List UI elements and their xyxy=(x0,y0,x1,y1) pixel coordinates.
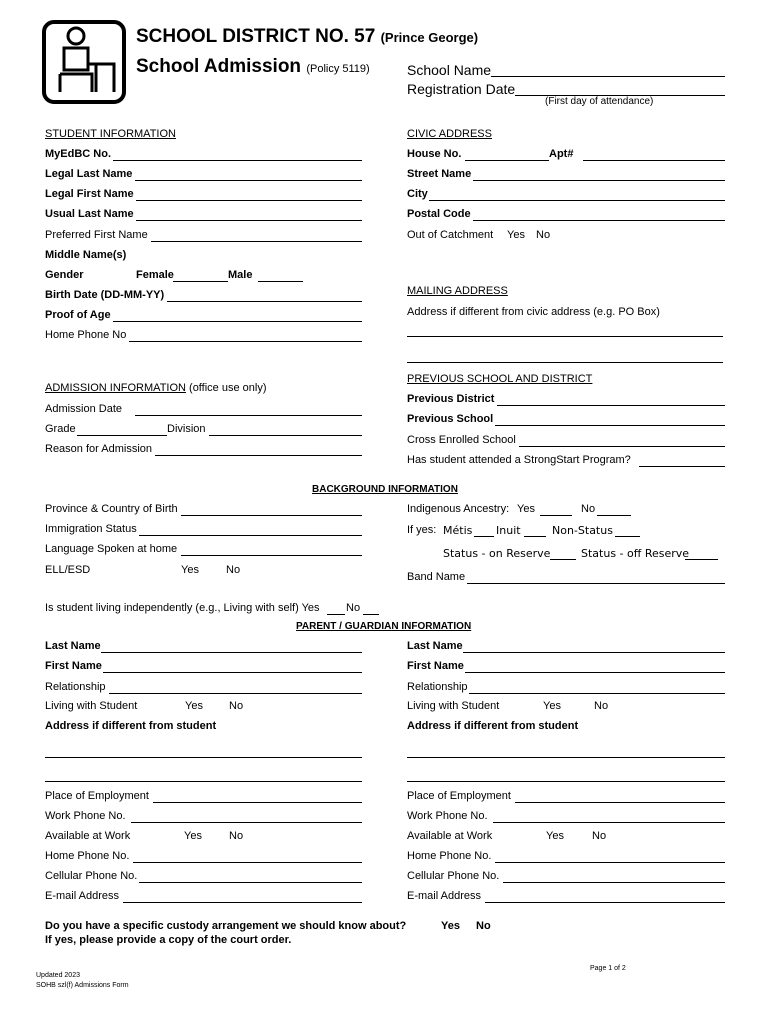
usual-last-name-field[interactable]: Usual Last Name xyxy=(45,208,362,222)
indigenous-yes[interactable]: Yes xyxy=(517,503,535,515)
form-title: School Admission (Policy 5119) xyxy=(136,56,370,77)
legal-last-name-field[interactable]: Legal Last Name xyxy=(45,168,362,182)
form-code: SOHB szl(f) Admissions Form xyxy=(36,982,129,989)
parent1-living-with-field[interactable]: Living with Student Yes No xyxy=(45,700,244,712)
parent2-first-name-field[interactable]: First Name xyxy=(407,660,725,674)
off-reserve-option[interactable]: Status - off Reserve xyxy=(581,547,690,560)
house-number-field[interactable]: House No. Apt# xyxy=(407,148,725,162)
reason-for-admission-field[interactable]: Reason for Admission xyxy=(45,443,362,457)
parent1-available-no[interactable]: No xyxy=(229,830,244,842)
parent2-address-label: Address if different from student xyxy=(407,720,579,732)
catchment-yes[interactable]: Yes xyxy=(507,229,525,241)
city-field[interactable]: City xyxy=(407,188,725,202)
parent1-last-name-field[interactable]: Last Name xyxy=(45,640,362,654)
parent2-home-phone-field[interactable]: Home Phone No. xyxy=(407,850,725,864)
reserve-status-field[interactable] xyxy=(407,547,725,561)
parent1-home-phone-field[interactable]: Home Phone No. xyxy=(45,850,362,864)
postal-code-field[interactable]: Postal Code xyxy=(407,208,725,222)
parent2-living-yes[interactable]: Yes xyxy=(543,700,561,712)
admission-section-title: ADMISSION INFORMATION (office use only) xyxy=(45,382,267,394)
mailing-address-line-2[interactable] xyxy=(407,362,723,363)
custody-note: If yes, please provide a copy of the court order. xyxy=(45,934,292,946)
parent1-first-name-field[interactable]: First Name xyxy=(45,660,362,674)
living-independently-field[interactable]: Is student living independently (e.g., Living with self) Yes No xyxy=(45,602,385,616)
ell-esd-field[interactable]: ELL/ESD Yes No xyxy=(45,564,241,576)
non-status-option[interactable]: Non-Status xyxy=(552,524,613,537)
district-title: SCHOOL DISTRICT NO. 57 (Prince George) xyxy=(136,26,479,47)
metis-option[interactable]: Métis xyxy=(443,524,473,537)
indigenous-ancestry-field[interactable]: Indigenous Ancestry: Yes No xyxy=(407,503,725,517)
parent2-address-line-1[interactable] xyxy=(407,757,725,758)
custody-no[interactable]: No xyxy=(476,920,491,932)
parent2-available-yes[interactable]: Yes xyxy=(546,830,564,842)
background-section-title: BACKGROUND INFORMATION xyxy=(312,484,458,495)
street-name-field[interactable]: Street Name xyxy=(407,168,725,182)
strongstart-field[interactable]: Has student attended a StrongStart Program? xyxy=(407,454,725,468)
immigration-status-field[interactable]: Immigration Status xyxy=(45,523,362,537)
parent2-email-field[interactable]: E-mail Address xyxy=(407,890,725,904)
registration-date-field[interactable]: Registration Date xyxy=(407,81,725,95)
middle-name-field[interactable]: Middle Name(s) xyxy=(45,249,127,261)
parent1-address-line-2[interactable] xyxy=(45,781,362,782)
parent2-cell-phone-field[interactable]: Cellular Phone No. xyxy=(407,870,725,884)
gender-male[interactable]: Male xyxy=(228,269,253,281)
inuit-option[interactable]: Inuit xyxy=(496,524,521,537)
parent2-last-name-field[interactable]: Last Name xyxy=(407,640,725,654)
on-reserve-option[interactable]: Status - on Reserve xyxy=(443,547,551,560)
out-of-catchment-field[interactable]: Out of Catchment Yes No xyxy=(407,229,551,241)
previous-district-field[interactable]: Previous District xyxy=(407,393,725,407)
indigenous-no[interactable]: No xyxy=(581,503,596,515)
parent2-available-no[interactable]: No xyxy=(592,830,607,842)
previous-school-field[interactable]: Previous School xyxy=(407,413,725,427)
grade-division-field[interactable]: Grade Division xyxy=(45,423,362,437)
parent1-address-line-1[interactable] xyxy=(45,757,362,758)
parent1-living-yes[interactable]: Yes xyxy=(185,700,203,712)
parent2-employment-field[interactable]: Place of Employment xyxy=(407,790,725,804)
birth-date-field[interactable]: Birth Date (DD-MM-YY) xyxy=(45,289,362,303)
previous-section-title: PREVIOUS SCHOOL AND DISTRICT xyxy=(407,373,593,385)
parent1-relationship-field[interactable]: Relationship xyxy=(45,681,362,695)
school-name-field[interactable]: School Name xyxy=(407,62,725,76)
updated-note: Updated 2023 xyxy=(36,972,80,979)
proof-of-age-field[interactable]: Proof of Age xyxy=(45,309,362,323)
parent2-available-field[interactable]: Available at Work Yes No xyxy=(407,830,607,842)
student-home-phone-field[interactable]: Home Phone No xyxy=(45,329,362,343)
mailing-note: Address if different from civic address (e.g. PO Box) xyxy=(407,306,660,318)
gender-field[interactable]: Gender Female Male xyxy=(45,269,362,283)
legal-first-name-field[interactable]: Legal First Name xyxy=(45,188,362,202)
cross-enrolled-field[interactable]: Cross Enrolled School xyxy=(407,434,725,448)
language-field[interactable]: Language Spoken at home xyxy=(45,543,362,557)
parent1-available-yes[interactable]: Yes xyxy=(184,830,202,842)
registration-note: (First day of attendance) xyxy=(545,96,654,107)
preferred-first-name-field[interactable]: Preferred First Name xyxy=(45,229,362,243)
parent1-address-label: Address if different from student xyxy=(45,720,217,732)
parent2-work-phone-field[interactable]: Work Phone No. xyxy=(407,810,725,824)
page-number: Page 1 of 2 xyxy=(590,965,626,972)
myedbc-field[interactable]: MyEdBC No. xyxy=(45,148,362,162)
ell-no[interactable]: No xyxy=(226,564,241,576)
birth-place-field[interactable]: Province & Country of Birth xyxy=(45,503,362,517)
parent1-available-field[interactable]: Available at Work Yes No xyxy=(45,830,244,842)
district-city: (Prince George) xyxy=(380,30,479,45)
parent1-employment-field[interactable]: Place of Employment xyxy=(45,790,362,804)
parent1-living-no[interactable]: No xyxy=(229,700,244,712)
admission-date-field[interactable]: Admission Date xyxy=(45,403,362,417)
parent2-living-with-field[interactable]: Living with Student Yes No xyxy=(407,700,609,712)
district-logo xyxy=(42,20,126,104)
mailing-section-title: MAILING ADDRESS xyxy=(407,285,508,297)
parent1-work-phone-field[interactable]: Work Phone No. xyxy=(45,810,362,824)
gender-female[interactable]: Female xyxy=(136,269,174,281)
parent1-cell-phone-field[interactable]: Cellular Phone No. xyxy=(45,870,362,884)
policy-number: (Policy 5119) xyxy=(306,63,370,75)
band-name-field[interactable]: Band Name xyxy=(407,571,725,585)
indigenous-type-field[interactable]: If yes: Métis Inuit Non-Status xyxy=(407,524,725,538)
custody-yes[interactable]: Yes xyxy=(441,920,460,932)
custody-question: Do you have a specific custody arrangement we should know about? xyxy=(45,920,407,932)
catchment-no[interactable]: No xyxy=(536,229,551,241)
civic-section-title: CIVIC ADDRESS xyxy=(407,128,492,140)
ell-yes[interactable]: Yes xyxy=(181,564,199,576)
parent1-email-field[interactable]: E-mail Address xyxy=(45,890,362,904)
parent2-living-no[interactable]: No xyxy=(594,700,609,712)
parent2-address-line-2[interactable] xyxy=(407,781,725,782)
mailing-address-line-1[interactable] xyxy=(407,336,723,337)
student-section-title: STUDENT INFORMATION xyxy=(45,128,176,140)
parent2-relationship-field[interactable]: Relationship xyxy=(407,681,725,695)
parent-section-title: PARENT / GUARDIAN INFORMATION xyxy=(296,621,472,632)
